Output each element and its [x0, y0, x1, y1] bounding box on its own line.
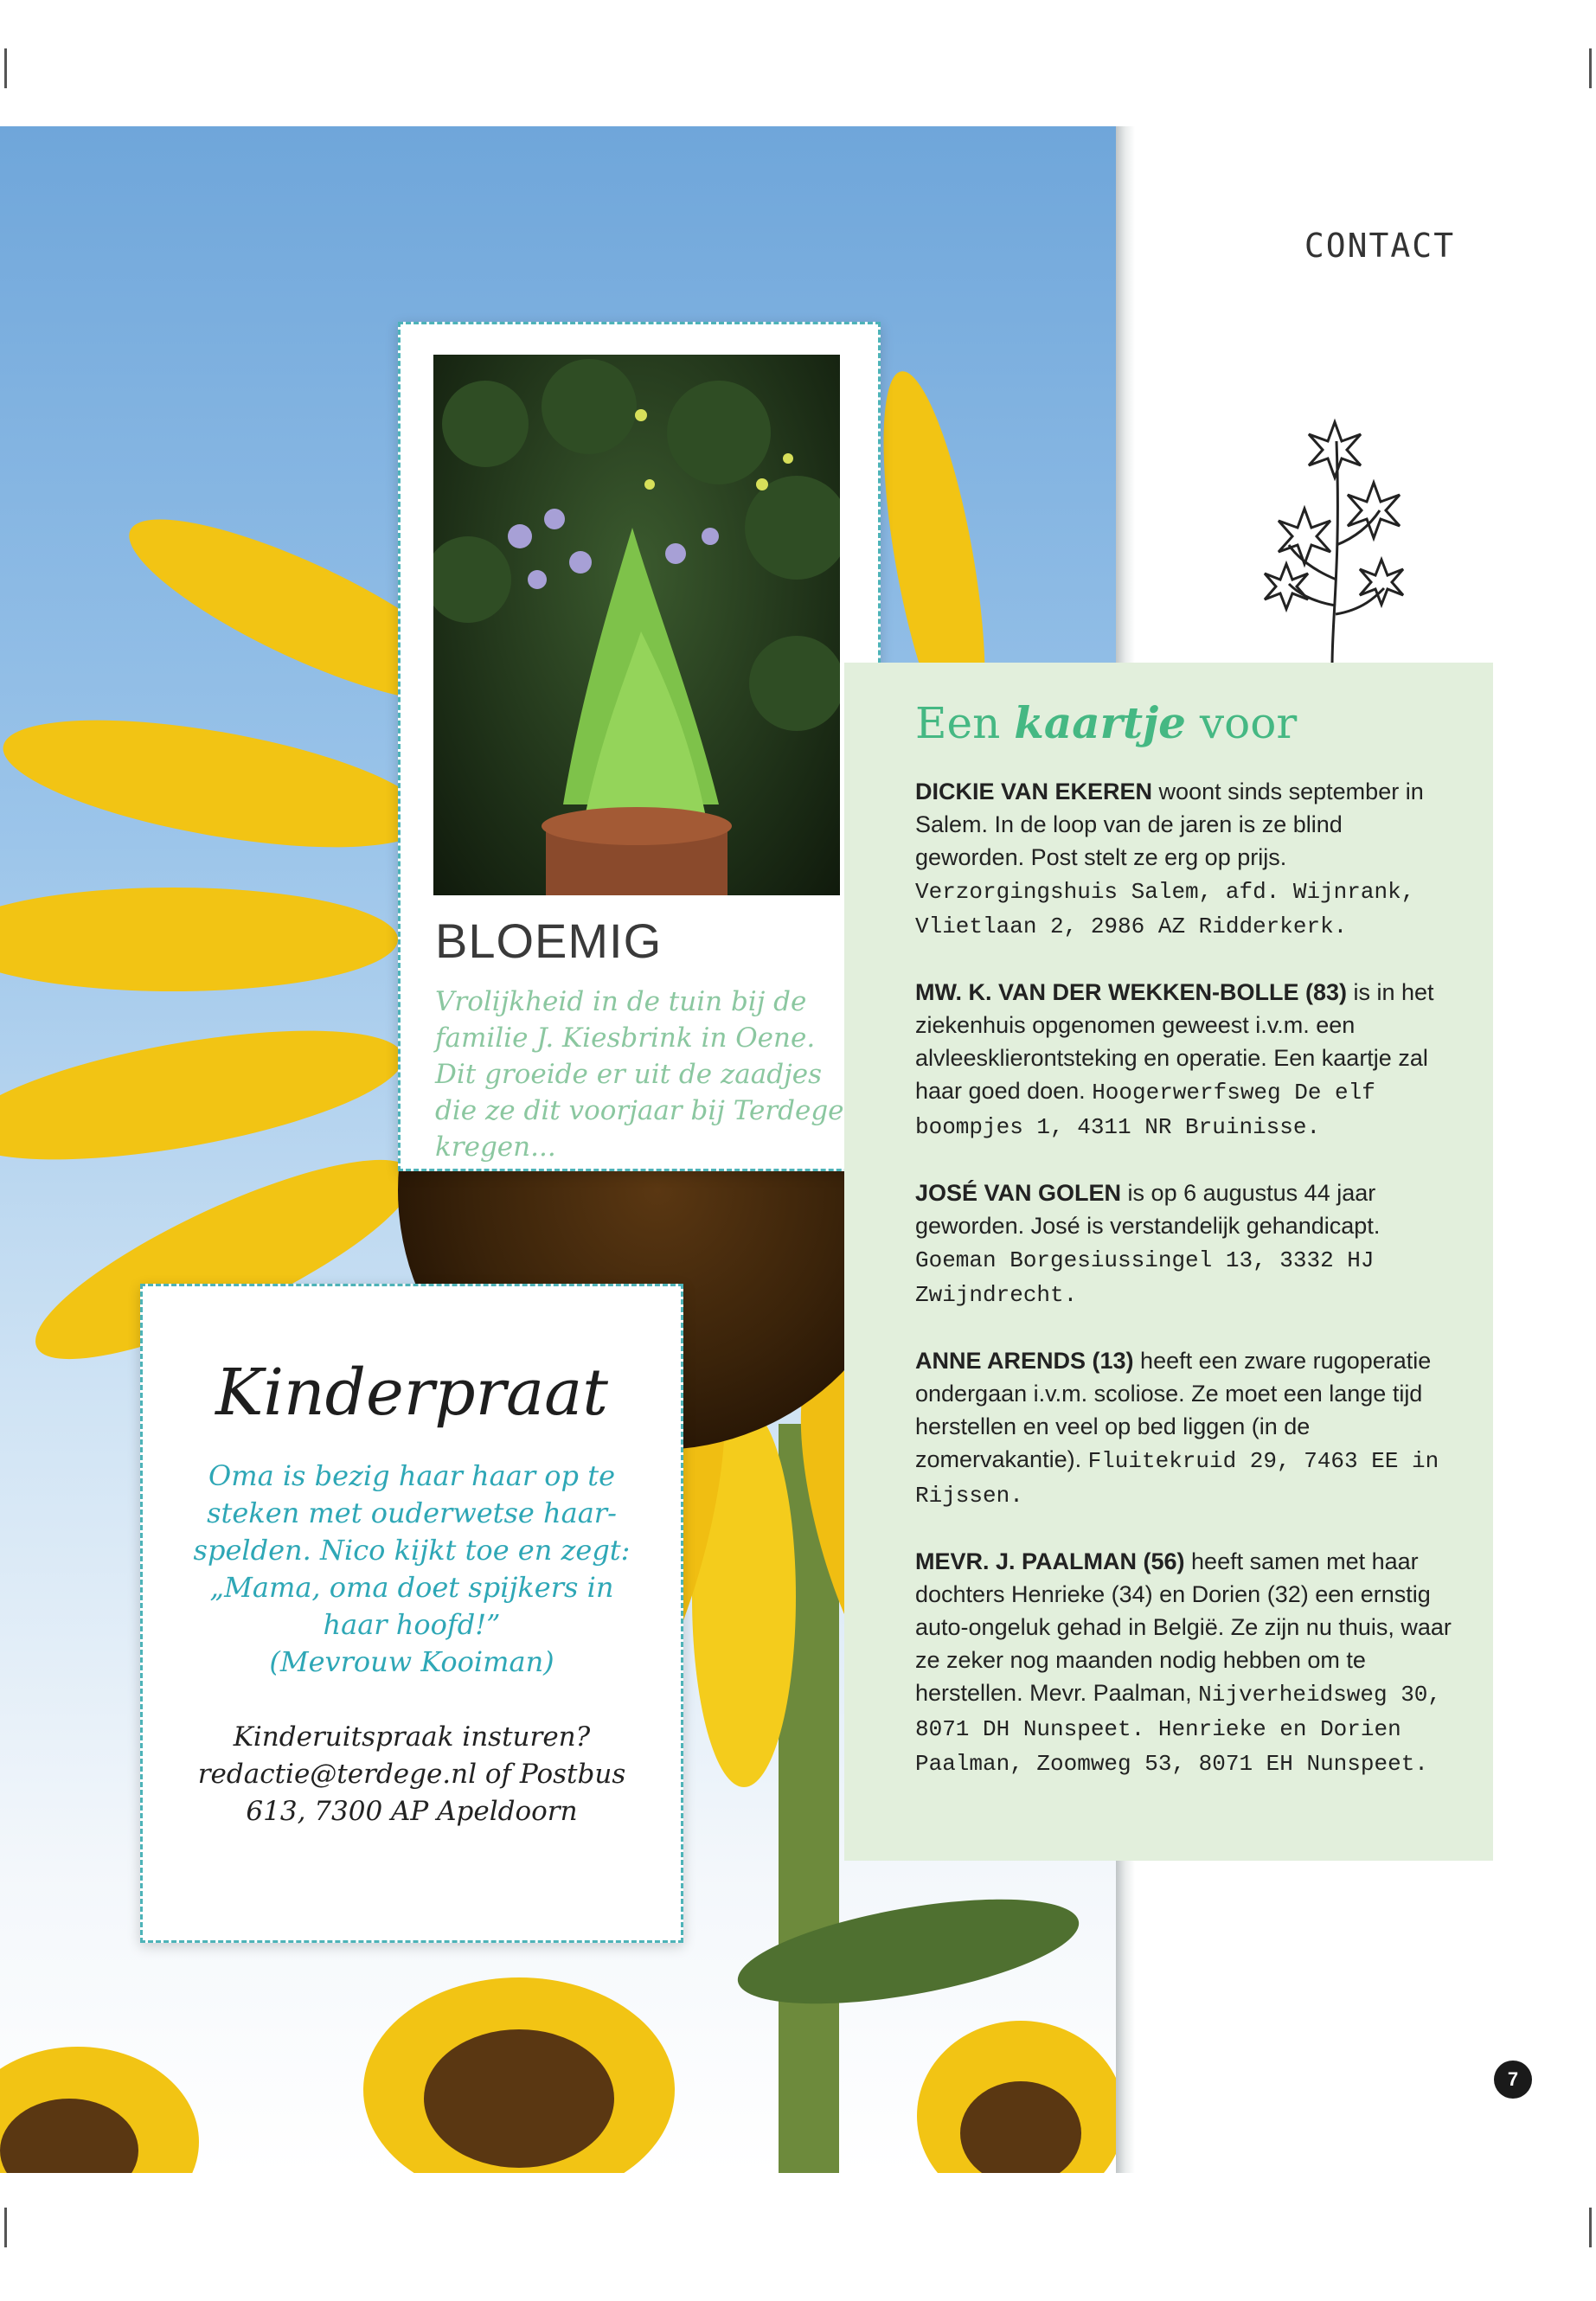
kinderpraat-quote: [186, 1458, 638, 1681]
bloemig-title: BLOEMIG: [435, 913, 663, 968]
heading-word-kaartje: kaartje: [1014, 697, 1186, 748]
entry-name: ANNE ARENDS (13): [915, 1348, 1134, 1374]
submit-contact: redactie@terdege.nl of Postbus 613, 7300 AP Apeldoorn: [197, 1759, 626, 1827]
section-label: CONTACT: [1304, 227, 1456, 265]
entry-name: DICKIE VAN EKEREN: [915, 779, 1153, 804]
kinderpraat-card: [140, 1284, 683, 1943]
entry-text: heeft samen met haar dochters Henrieke (34) en Dorien (32) een ernstig auto-ongeluk gehad in België. Ze zijn nu thuis, waar ze zeker nog maanden nodig hebben om te herstellen. Mevr. Paalman,: [915, 1548, 1452, 1706]
entry-name: MW. K. VAN DER WEKKEN-BOLLE (83): [915, 979, 1347, 1005]
garden-plants-illustration: [433, 355, 840, 895]
bloemig-card: [398, 322, 881, 1171]
quote-author: (Mevrouw Kooiman): [269, 1645, 554, 1678]
entry-dickie-van-ekeren: [915, 775, 1452, 943]
crop-mark-top-left: [4, 48, 7, 88]
entry-text: heeft een zware rugoperatie ondergaan i.v.m. scoliose. Ze moet een lange tijd herstellen en veel op bed liggen (in de zomervakantie).: [915, 1348, 1432, 1472]
entry-text: woont sinds september in Salem. In de loop van de jaren is ze blind geworden. Post stelt ze erg op prijs.: [915, 779, 1424, 870]
submit-prompt: Kinderuitspraak insturen?: [233, 1721, 591, 1753]
quote-text: Oma is bezig haar haar op te steken met ouderwetse haar-spelden. Nico kijkt toe en zegt: „Mama, oma doet spijkers in haar hoofd!”: [193, 1459, 631, 1641]
page-number: 7: [1494, 2061, 1532, 2099]
flower-sketch-icon: [1246, 407, 1419, 666]
kaartje-entries: [915, 775, 1452, 1813]
kinderpraat-heading: Kinderpraat: [215, 1356, 608, 1430]
kaartje-heading: [915, 697, 1297, 748]
crop-mark-top-right: [1589, 48, 1592, 88]
entry-text: is in het ziekenhuis opgenomen geweest i.v.m. een alvleesklierontsteking en operatie. Een kaartje zal haar goed doen.: [915, 979, 1434, 1104]
kinderpraat-submit-info: [186, 1719, 638, 1830]
kaartje-panel: [844, 663, 1493, 1861]
heading-word-voor: voor: [1199, 698, 1298, 748]
entry-address: Goeman Borgesiussingel 13, 3332 HJ Zwijndrecht.: [915, 1247, 1375, 1308]
entry-name: MEVR. J. PAALMAN (56): [915, 1548, 1185, 1574]
entry-paalman: [915, 1545, 1452, 1780]
entry-address: Verzorgingshuis Salem, afd. Wijnrank, Vlietlaan 2, 2986 AZ Ridderkerk.: [915, 879, 1415, 939]
garden-flowers-photo: [433, 355, 840, 895]
entry-anne-arends: [915, 1344, 1452, 1512]
entry-jose-van-golen: [915, 1176, 1452, 1311]
crop-mark-bottom-right: [1589, 2208, 1592, 2247]
bloemig-caption: Vrolijkheid in de tuin bij de familie J. Kiesbrink in Oene. Dit groeide er uit de zaadjes die ze dit voorjaar bij Terdege kregen...: [435, 986, 844, 1163]
entry-name: JOSÉ VAN GOLEN: [915, 1180, 1122, 1206]
heading-word-een: Een: [915, 698, 1001, 748]
entry-text: is op 6 augustus 44 jaar geworden. José is verstandelijk gehandicapt.: [915, 1180, 1381, 1239]
entry-address: Hoogerwerfsweg De elf boompjes 1, 4311 NR Bruinisse.: [915, 1080, 1375, 1140]
entry-address: Nijverheidsweg 30, 8071 DH Nunspeet. Henrieke en Dorien Paalman, Zoomweg 53, 8071 EH Nunspeet.: [915, 1682, 1442, 1777]
entry-address: Fluitekruid 29, 7463 EE in Rijssen.: [915, 1448, 1439, 1509]
entry-van-der-wekken-bolle: [915, 976, 1452, 1144]
crop-mark-bottom-left: [4, 2208, 7, 2247]
